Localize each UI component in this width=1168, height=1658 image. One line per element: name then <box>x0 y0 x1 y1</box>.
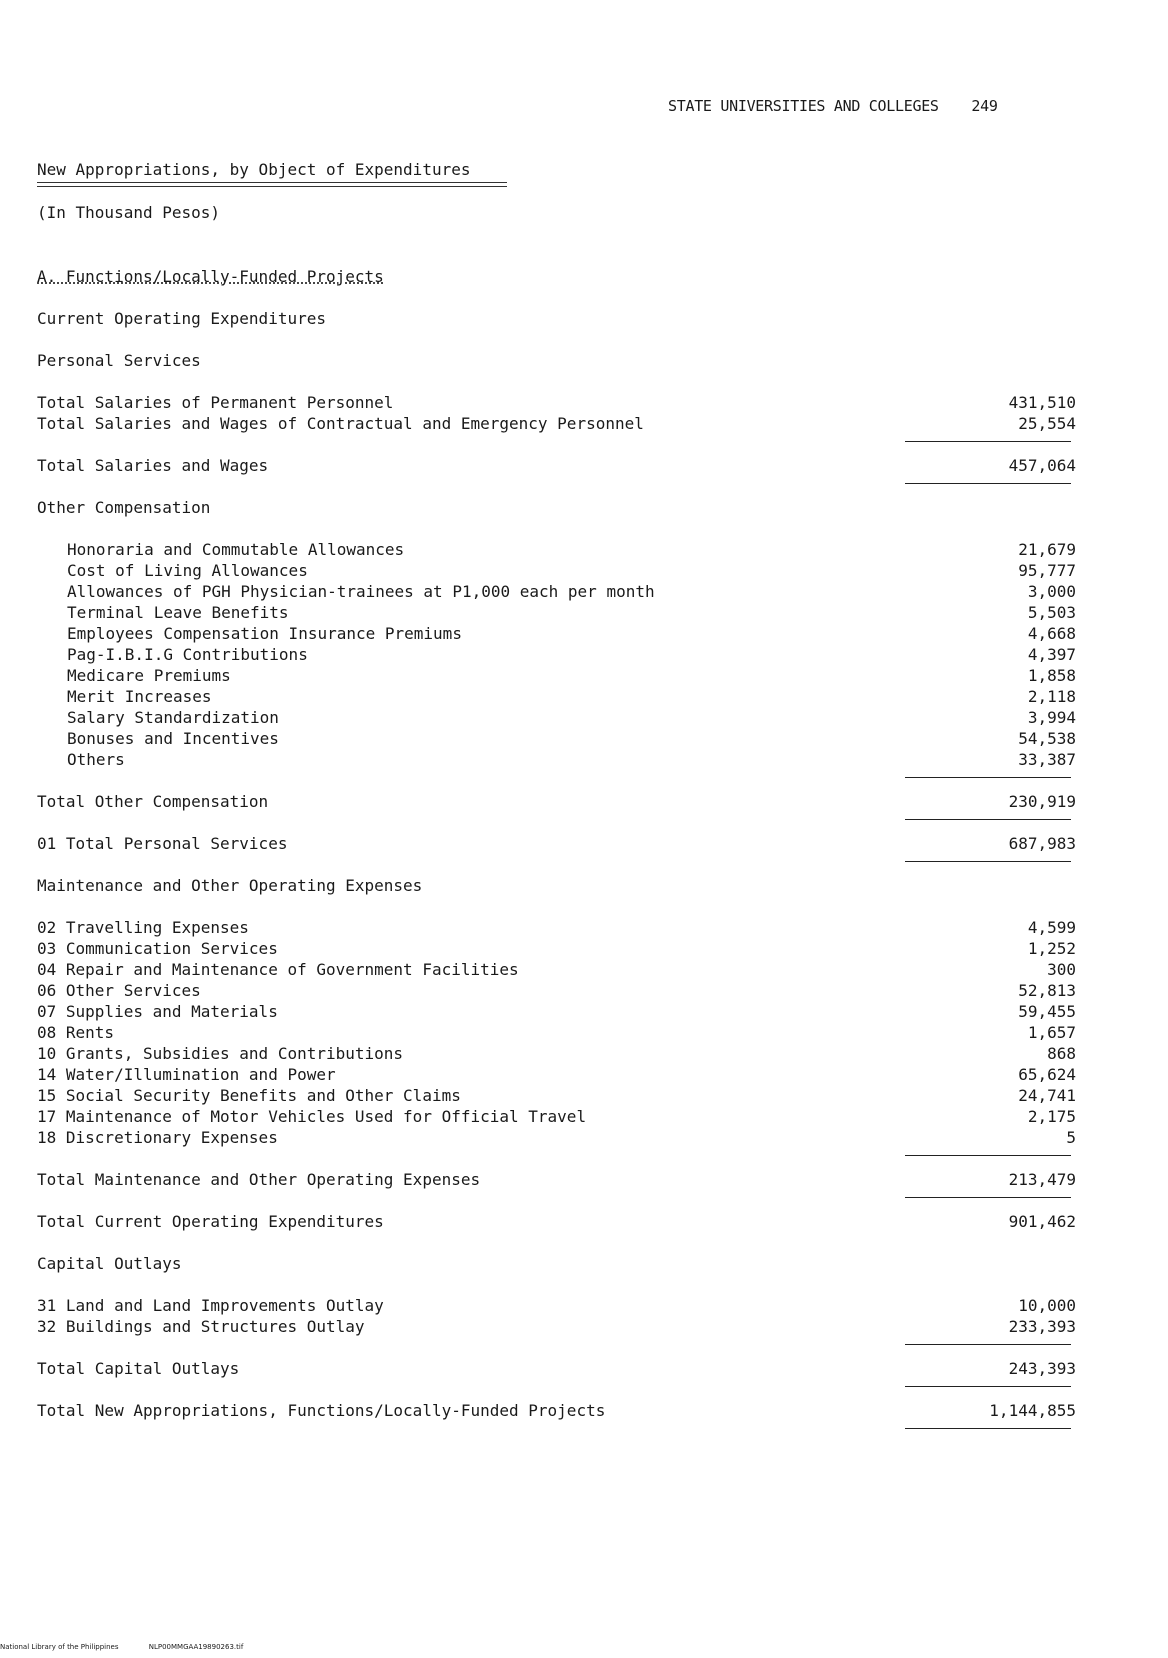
row-value: 233,393 <box>1008 1317 1076 1336</box>
row-value: 21,679 <box>1018 540 1076 559</box>
row-value: 1,252 <box>1027 939 1076 958</box>
total-row <box>37 1359 1076 1380</box>
row-value: 300 <box>1047 960 1076 979</box>
table-row <box>37 603 1076 624</box>
row-value: 1,858 <box>1027 666 1076 685</box>
table-row <box>37 1002 1076 1023</box>
other-compensation-label: Other Compensation <box>37 498 211 517</box>
table-row <box>37 540 1076 561</box>
table-row <box>37 666 1076 687</box>
total-row <box>37 834 1076 855</box>
total-label: Total Other Compensation <box>37 792 269 811</box>
table-row <box>37 1023 1076 1044</box>
row-label: 02 Travelling Expenses <box>37 918 249 937</box>
row-value: 4,599 <box>1027 918 1076 937</box>
row-label: 32 Buildings and Structures Outlay <box>37 1317 365 1336</box>
row-value: 10,000 <box>1018 1296 1076 1315</box>
row-label: 04 Repair and Maintenance of Government Facilities <box>37 960 519 979</box>
table-row <box>37 960 1076 981</box>
row-label: 07 Supplies and Materials <box>37 1002 278 1021</box>
table-row <box>37 1317 1076 1338</box>
total-label: Total Salaries and Wages <box>37 456 269 475</box>
row-label: Total Salaries and Wages of Contractual and Emergency Personnel <box>37 414 644 433</box>
running-title: STATE UNIVERSITIES AND COLLEGES <box>668 97 939 115</box>
subsection-label: Current Operating Expenditures <box>37 309 326 328</box>
row-label: Bonuses and Incentives <box>67 729 279 748</box>
total-value: 230,919 <box>1008 792 1076 811</box>
row-value: 33,387 <box>1018 750 1076 769</box>
row-label: 17 Maintenance of Motor Vehicles Used for Official Travel <box>37 1107 587 1126</box>
row-value: 4,668 <box>1027 624 1076 643</box>
row-label: 31 Land and Land Improvements Outlay <box>37 1296 384 1315</box>
total-rule <box>905 1386 1071 1387</box>
table-row <box>37 624 1076 645</box>
row-value: 95,777 <box>1018 561 1076 580</box>
total-label: Total Maintenance and Other Operating Expenses <box>37 1170 481 1189</box>
row-value: 25,554 <box>1018 414 1076 433</box>
row-value: 868 <box>1047 1044 1076 1063</box>
row-value: 5,503 <box>1027 603 1076 622</box>
section-heading: A. Functions/Locally-Funded Projects <box>37 267 384 286</box>
total-rule <box>905 1155 1071 1156</box>
row-value: 52,813 <box>1018 981 1076 1000</box>
total-label: 01 Total Personal Services <box>37 834 288 853</box>
total-value: 457,064 <box>1008 456 1076 475</box>
table-row <box>37 1128 1076 1149</box>
total-rule <box>905 1344 1071 1345</box>
row-value: 5 <box>1066 1128 1076 1147</box>
row-label: 08 Rents <box>37 1023 115 1042</box>
grand-total-value: 1,144,855 <box>989 1401 1076 1420</box>
row-value: 431,510 <box>1008 393 1076 412</box>
total-rule <box>905 819 1071 820</box>
table-row <box>37 582 1076 603</box>
table-row <box>37 645 1076 666</box>
row-value: 1,657 <box>1027 1023 1076 1042</box>
table-row <box>37 939 1076 960</box>
table-row <box>37 1086 1076 1107</box>
row-value: 3,994 <box>1027 708 1076 727</box>
total-rule <box>905 1197 1071 1198</box>
table-row <box>37 1065 1076 1086</box>
capital-outlays-heading <box>37 1254 1076 1275</box>
table-row <box>37 687 1076 708</box>
row-label: Terminal Leave Benefits <box>67 603 289 622</box>
row-label: Medicare Premiums <box>67 666 231 685</box>
subsection-heading <box>37 309 1076 330</box>
total-row <box>37 456 1076 477</box>
total-rule <box>905 441 1071 442</box>
grand-total-row <box>37 1401 1076 1422</box>
row-label: Employees Compensation Insurance Premiums <box>67 624 462 643</box>
total-value: 213,479 <box>1008 1170 1076 1189</box>
table-row <box>37 1044 1076 1065</box>
row-label: 14 Water/Illumination and Power <box>37 1065 336 1084</box>
row-value: 59,455 <box>1018 1002 1076 1021</box>
title-underline-double <box>37 186 507 187</box>
row-value: 2,175 <box>1027 1107 1076 1126</box>
other-compensation-heading <box>37 498 1076 519</box>
total-value: 901,462 <box>1008 1212 1076 1231</box>
row-value: 65,624 <box>1018 1065 1076 1084</box>
total-row <box>37 1212 1076 1233</box>
row-label: Honoraria and Commutable Allowances <box>67 540 405 559</box>
row-label: Salary Standardization <box>67 708 279 727</box>
row-label: Allowances of PGH Physician-trainees at P1,000 each per month <box>67 582 655 601</box>
title-underline <box>37 182 507 183</box>
total-row <box>37 792 1076 813</box>
table-row <box>37 561 1076 582</box>
table-row <box>37 393 1076 414</box>
personal-services-label: Personal Services <box>37 351 201 370</box>
row-label: Cost of Living Allowances <box>67 561 308 580</box>
row-value: 4,397 <box>1027 645 1076 664</box>
row-value: 2,118 <box>1027 687 1076 706</box>
total-rule <box>905 861 1071 862</box>
total-value: 243,393 <box>1008 1359 1076 1378</box>
mooe-heading <box>37 876 1076 897</box>
total-value: 687,983 <box>1008 834 1076 853</box>
capital-outlays-label: Capital Outlays <box>37 1254 182 1273</box>
table-row <box>37 729 1076 750</box>
table-row <box>37 918 1076 939</box>
table-row <box>37 1107 1076 1128</box>
row-value: 24,741 <box>1018 1086 1076 1105</box>
unit-note: (In Thousand Pesos) <box>37 203 221 222</box>
file-id: NLP00MMGAA19890263.tif <box>148 1643 244 1651</box>
row-label: Merit Increases <box>67 687 212 706</box>
row-label: 18 Discretionary Expenses <box>37 1128 278 1147</box>
table-row <box>37 981 1076 1002</box>
row-label: 06 Other Services <box>37 981 201 1000</box>
row-value: 54,538 <box>1018 729 1076 748</box>
running-header <box>668 97 998 115</box>
total-label: Total Capital Outlays <box>37 1359 240 1378</box>
row-label: 10 Grants, Subsidies and Contributions <box>37 1044 404 1063</box>
row-label: 03 Communication Services <box>37 939 278 958</box>
total-row <box>37 1170 1076 1191</box>
total-rule <box>905 483 1071 484</box>
document-title: New Appropriations, by Object of Expenditures <box>37 160 471 179</box>
table-row <box>37 1296 1076 1317</box>
grand-total-rule <box>905 1428 1071 1429</box>
library-credit: National Library of the Philippines <box>0 1643 119 1651</box>
row-label: Total Salaries of Permanent Personnel <box>37 393 394 412</box>
grand-total-label: Total New Appropriations, Functions/Locally-Funded Projects <box>37 1401 606 1420</box>
personal-services-heading <box>37 351 1076 372</box>
scan-footer <box>0 1643 243 1651</box>
row-label: 15 Social Security Benefits and Other Claims <box>37 1086 461 1105</box>
page-number: 249 <box>971 97 998 115</box>
row-value: 3,000 <box>1027 582 1076 601</box>
table-row <box>37 414 1076 435</box>
total-label: Total Current Operating Expenditures <box>37 1212 384 1231</box>
row-label: Pag-I.B.I.G Contributions <box>67 645 308 664</box>
row-label: Others <box>67 750 125 769</box>
total-rule <box>905 777 1071 778</box>
mooe-label: Maintenance and Other Operating Expenses <box>37 876 423 895</box>
table-row <box>37 750 1076 771</box>
table-row <box>37 708 1076 729</box>
